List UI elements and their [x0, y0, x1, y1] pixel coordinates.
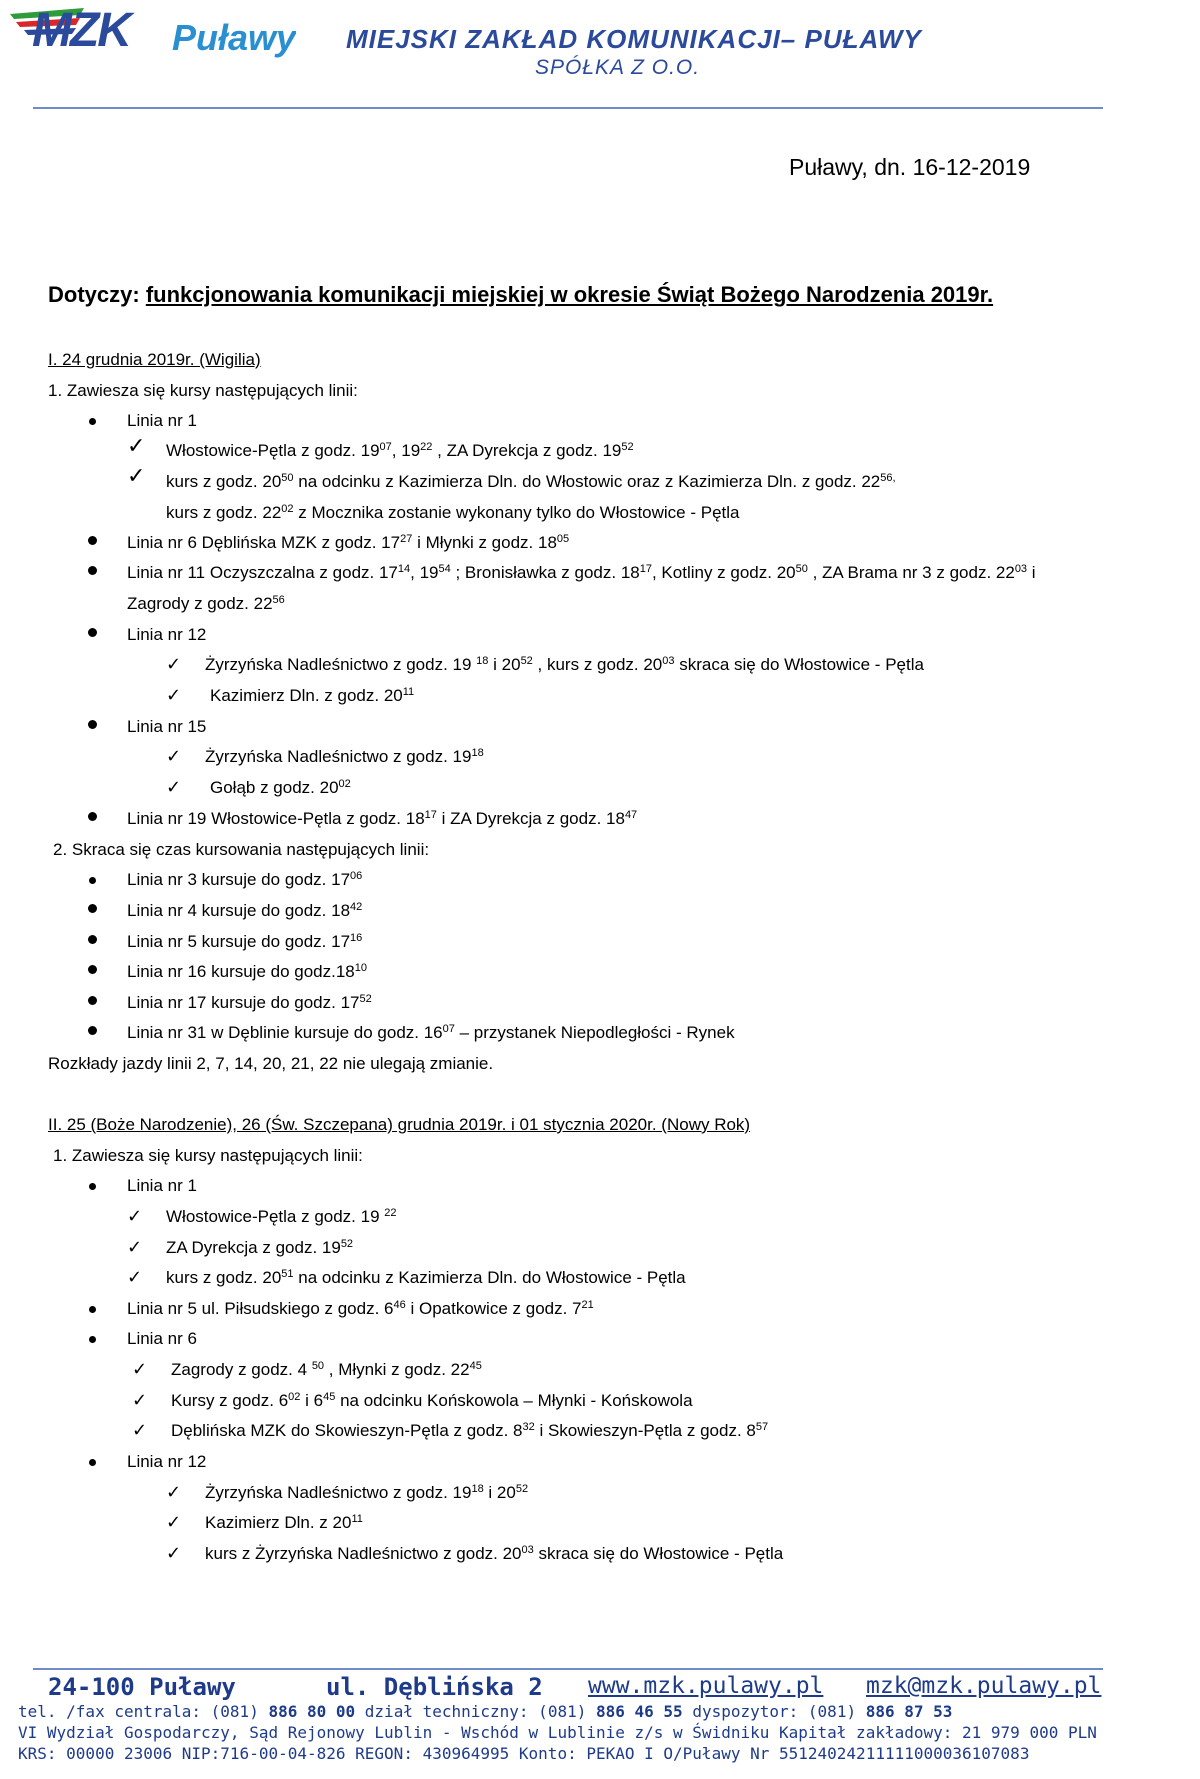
footer-court: VI Wydział Gospodarczy, Sąd Rejonowy Lublin - Wschód w Lublinie z/s w Świdniku Kapitał zakładowy: 21 979 000 PLN: [18, 1723, 1097, 1742]
bullet: [89, 877, 96, 884]
s1-line15-item2: Gołąb z godz. $20^{02}$: [210, 778, 351, 797]
checkmark-icon: ✓: [127, 1206, 143, 1227]
mzk-logo: [6, 2, 296, 64]
s1-line1-item2b: kurs z godz. $22^{02}$ z Mocznika zostanie wykonany tylko do Włostowice - Pętla: [166, 503, 740, 522]
checkmark-icon: ✓: [166, 685, 182, 706]
bullet: [88, 536, 97, 545]
bullet: [88, 1026, 97, 1035]
footer-postcode: 24-100 Puławy: [48, 1673, 236, 1701]
s1-line1-item2a: kurs z godz. $20^{50}$ na odcinku z Kazimierza Dln. do Włostowic oraz z Kazimierza Dln. z godz. $22^{56,}$: [166, 472, 896, 491]
s2-line5: Linia nr 5 ul. Piłsudskiego z godz. $6^{46}$ i Opatkowice z godz. $7^{21}$: [127, 1299, 594, 1318]
checkmark-icon: ✓: [127, 1237, 143, 1258]
bullet: [88, 996, 97, 1005]
s2-line6-item3: Dęblińska MZK do Skowieszyn-Pętla z godz. $8^{32}$ i Skowieszyn-Pętla z godz. $8^{57}$: [171, 1421, 769, 1440]
section1-suspended-heading: 1. Zawiesza się kursy następujących linii:: [48, 381, 358, 400]
subject-text: funkcjonowania komunikacji miejskiej w okresie Świąt Bożego Narodzenia 2019r.: [145, 282, 994, 307]
s2-line1-item3: kurs z godz. $20^{51}$ na odcinku z Kazimierza Dln. do Włostowice - Pętla: [166, 1268, 686, 1287]
s1-line11b: Zagrody z godz. $22^{56}$: [127, 594, 285, 613]
company-type: SPÓŁKA Z O.O.: [535, 56, 701, 79]
s2-line1-item1: Włostowice-Pętla z godz. 19 $^{22}$: [166, 1207, 397, 1226]
s2-line1-item2: ZA Dyrekcja z godz. $19^{52}$: [166, 1238, 354, 1257]
unchanged-lines-note: Rozkłady jazdy linii 2, 7, 14, 20, 21, 22 nie ulegają zmianie.: [48, 1054, 494, 1073]
checkmark-icon: ✓: [166, 654, 182, 675]
s1-short31: Linia nr 31 w Dęblinie kursuje do godz. $16^{07}$ – przystanek Niepodległości - Rynek: [127, 1023, 735, 1042]
subject-prefix: Dotyczy:: [48, 282, 140, 307]
checkmark-icon: ✓: [132, 1390, 148, 1411]
checkmark-icon: ✓: [166, 1512, 182, 1533]
s1-line15: Linia nr 15: [127, 717, 207, 736]
s1-line11a: Linia nr 11 Oczyszczalna z godz. $17^{14}$, $19^{54}$ ; Bronisławka z godz. $18^{17}$, Kotliny z godz. $20^{50}$ , ZA Brama nr 3 z godz. $22^{03}$ i: [127, 563, 1036, 582]
bullet: [88, 628, 97, 637]
s1-line15-item1: Żyrzyńska Nadleśnictwo z godz. $19^{18}$: [205, 747, 484, 766]
bullet: [88, 812, 97, 821]
checkmark-icon: ✓: [166, 1482, 182, 1503]
bullet: [89, 1183, 96, 1190]
s2-line6-item1: Zagrody z godz. 4 $^{50}$ , Młynki z godz. $22^{45}$: [171, 1360, 482, 1379]
checkmark-icon: ✓: [127, 1267, 143, 1288]
s1-short3: Linia nr 3 kursuje do godz. $17^{06}$: [127, 870, 363, 889]
section1-shortened-heading: 2. Skraca się czas kursowania następujących linii:: [53, 840, 430, 859]
website-link[interactable]: www.mzk.pulawy.pl: [588, 1673, 824, 1699]
checkmark-icon: ✓: [132, 1359, 148, 1380]
checkmark-icon: ✓: [127, 464, 146, 489]
s1-line12-item2: Kazimierz Dln. z godz. $20^{11}$: [210, 686, 415, 705]
s1-short4: Linia nr 4 kursuje do godz. $18^{42}$: [127, 901, 363, 920]
email-link[interactable]: mzk@mzk.pulawy.pl: [866, 1673, 1102, 1699]
s2-line12-item3: kurs z Żyrzyńska Nadleśnictwo z godz. $20^{03}$ skraca się do Włostowice - Pętla: [205, 1544, 784, 1563]
s1-short16: Linia nr 16 kursuje do $godz.18^{10}$: [127, 962, 368, 981]
bullet: [89, 1459, 96, 1466]
s1-short17: Linia nr 17 kursuje do godz. $17^{52}$: [127, 993, 372, 1012]
section2-suspended-heading: 1. Zawiesza się kursy następujących linii:: [53, 1146, 363, 1165]
footer-registry: KRS: 00000 23006 NIP:716-00-04-826 REGON: 430964995 Konto: PEKAO I O/Puławy Nr 55124024211111000036107083: [18, 1744, 1030, 1763]
s2-line1: Linia nr 1: [127, 1176, 197, 1195]
bullet: [89, 1336, 96, 1343]
s2-line6-item2: Kursy z godz. $6^{02}$ i $6^{45}$ na odcinku Końskowola – Młynki - Końskowola: [171, 1391, 693, 1410]
svg-text:Puławy: Puławy: [172, 17, 296, 58]
subject-line: [48, 282, 993, 308]
s1-line19: Linia nr 19 Włostowice-Pętla z godz. $18^{17}$ i ZA Dyrekcja z godz. $18^{47}$: [127, 809, 638, 828]
s1-line1: Linia nr 1: [127, 411, 197, 430]
s1-line1-item1: Włostowice-Pętla z godz. $19^{07}$, $19^{22}$ , ZA Dyrekcja z godz. $19^{52}$: [166, 441, 634, 460]
s2-line6: Linia nr 6: [127, 1329, 197, 1348]
bullet: [88, 965, 97, 974]
s1-short5: Linia nr 5 kursuje do godz. $17^{16}$: [127, 932, 363, 951]
checkmark-icon: ✓: [127, 434, 146, 459]
checkmark-icon: ✓: [166, 746, 182, 767]
s2-line12-item2: Kazimierz Dln. z $20^{11}$: [205, 1513, 363, 1532]
bullet: [89, 1306, 96, 1313]
bullet: [88, 935, 97, 944]
bullet: [88, 720, 97, 729]
bullet: [88, 904, 97, 913]
footer-phones: tel. /fax centrala: (081) 886 80 00 dział techniczny: (081) 886 46 55 dyspozytor: (081) 886 87 53: [18, 1702, 953, 1721]
s1-line6: Linia nr 6 Dęblińska MZK z godz. $17^{27}$ i Młynki z godz. $18^{05}$: [127, 533, 570, 552]
header-divider: [33, 107, 1103, 109]
checkmark-icon: ✓: [166, 777, 182, 798]
section1-heading: I. 24 grudnia 2019r. (Wigilia): [48, 350, 261, 369]
s1-line12: Linia nr 12: [127, 625, 207, 644]
footer-street: ul. Dęblińska 2: [326, 1673, 543, 1701]
footer-divider: [33, 1668, 1103, 1670]
section2-heading: II. 25 (Boże Narodzenie), 26 (Św. Szczepana) grudnia 2019r. i 01 stycznia 2020r. (Nowy Rok): [48, 1115, 751, 1134]
document-date: Puławy, dn. 16-12-2019: [789, 154, 1031, 180]
s1-line12-item1: Żyrzyńska Nadleśnictwo z godz. 19 $^{18}$ i $20^{52}$ , kurs z godz. $20^{03}$ skraca się do Włostowice - Pętla: [205, 655, 924, 674]
checkmark-icon: ✓: [166, 1543, 182, 1564]
checkmark-icon: ✓: [132, 1420, 148, 1441]
bullet: [89, 418, 96, 425]
company-name: MIEJSKI ZAKŁAD KOMUNIKACJI– PUŁAWY: [346, 24, 922, 54]
bullet: [88, 566, 97, 575]
svg-text:MZK: MZK: [32, 4, 130, 57]
s2-line12-item1: Żyrzyńska Nadleśnictwo z godz. $19^{18}$ i $20^{52}$: [205, 1483, 529, 1502]
s2-line12: Linia nr 12: [127, 1452, 207, 1471]
